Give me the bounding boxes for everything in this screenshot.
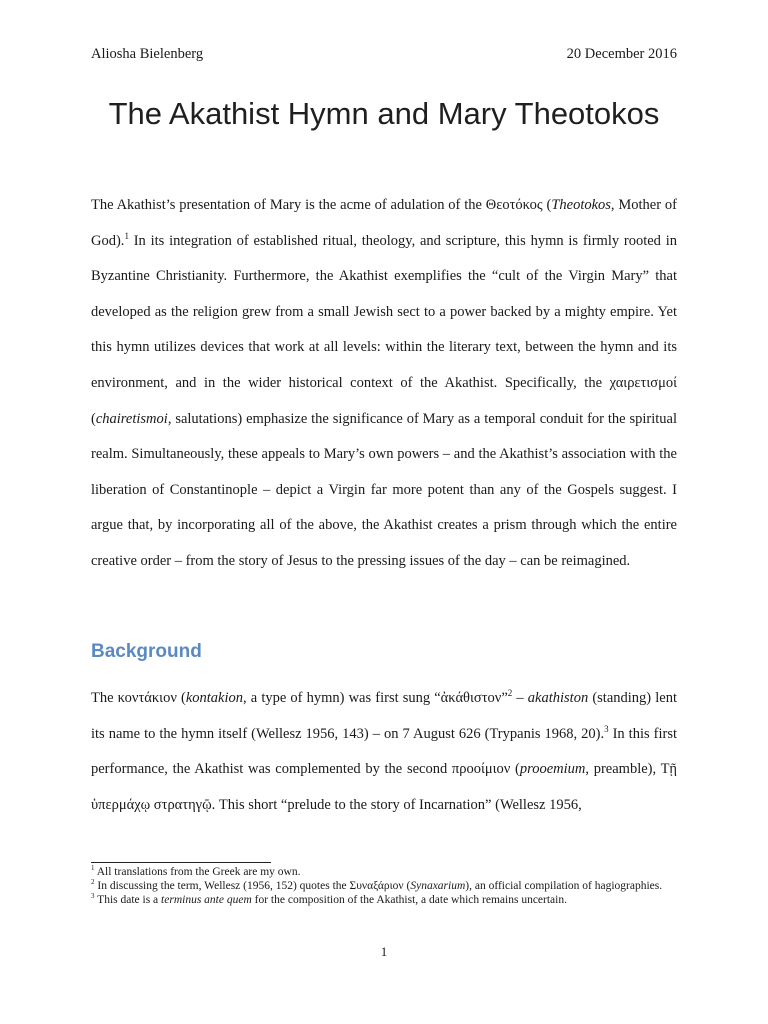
footnote-number: 2 (91, 878, 95, 887)
text-run: , preamble), Τῇ ὑπερμάχῳ στρατηγῷ. This short “prelude to the story of Incarnation” (Wellesz 1956, (91, 761, 678, 813)
italic-term: chairetismoi (95, 410, 168, 427)
italic-term: kontakion (185, 690, 244, 706)
author-name: Aliosha Bielenberg (91, 46, 204, 62)
footnotes (91, 866, 677, 908)
footnote-divider (91, 862, 271, 863)
text-run: , a type of hymn) was first sung “ἀκάθιστον” (243, 690, 508, 706)
background-paragraph (91, 681, 677, 823)
footnote-ref: 3 (604, 723, 609, 734)
footnote-text: This date is a (94, 894, 162, 906)
footnote-2 (91, 880, 677, 893)
page-number: 1 (380, 944, 388, 959)
section-heading-background: Background (91, 641, 202, 662)
text-run: – (512, 690, 528, 706)
footnote-number: 3 (91, 892, 95, 901)
footnote-text: ), an official compilation of hagiographies. (465, 880, 663, 892)
text-run: The κοντάκιον ( (91, 690, 186, 706)
text-run: The Akathist’s presentation of Mary is the acme of adulation of the Θεοτόκος ( (91, 197, 552, 213)
footnote-text: In discussing the term, Wellesz (1956, 152) quotes the Συναξάριον ( (94, 880, 411, 892)
text-run: , Mother of God). (91, 197, 677, 249)
intro-paragraph (91, 188, 677, 580)
footnote-1 (91, 866, 677, 879)
text-run: In its integration of established ritual, theology, and scripture, this hymn is firmly rooted in Byzantine Christianity. Furthermore, the Akathist exemplifies the “cult of the Virgin Mary” that developed as the religion grew from a small Jewish sect to a power backed by a mighty empire. Yet this hymn utilizes devices that work at all levels: within the literary text, between the hymn and its environment, and in the wider historical context of the Akathist. Specifically, the χαιρετισμοί ( (91, 232, 677, 427)
footnote-3 (91, 894, 677, 907)
italic-term: akathiston (527, 690, 589, 706)
document-title: The Akathist Hymn and Mary Theotokos (108, 96, 660, 131)
footnote-text: All translations from the Greek are my own. (94, 866, 301, 878)
text-run: , salutations) emphasize the significance of Mary as a temporal conduit for the spiritual realm. Simultaneously, these appeals to Mary’s own powers – and the Akathist’s association with the liberation of Constantinople – depict a Virgin far more potent than any of the Gospels suggest. I argue that, by incorporating all of the above, the Akathist creates a prism through which the entire creative order – from the story of Jesus to the pressing issues of the day – can be reimagined. (91, 410, 677, 569)
italic-term: terminus ante quem (161, 894, 252, 906)
page-header (91, 46, 677, 66)
text-run: (standing) lent its name to the hymn itself (Wellesz 1956, 143) – on 7 August 626 (Trypanis 1968, 20). (91, 690, 677, 742)
italic-term: Theotokos (551, 197, 611, 213)
footnote-ref: 1 (124, 230, 129, 241)
footnote-ref: 2 (507, 688, 513, 699)
italic-term: prooemium (519, 761, 586, 778)
document-date: 20 December 2016 (566, 46, 677, 62)
footnote-number: 1 (91, 864, 95, 873)
footnote-text: for the composition of the Akathist, a date which remains uncertain. (251, 894, 567, 906)
text-run: In this first performance, the Akathist was complemented by the second προοίμιον ( (91, 725, 678, 778)
italic-term: Synaxarium (410, 880, 466, 892)
